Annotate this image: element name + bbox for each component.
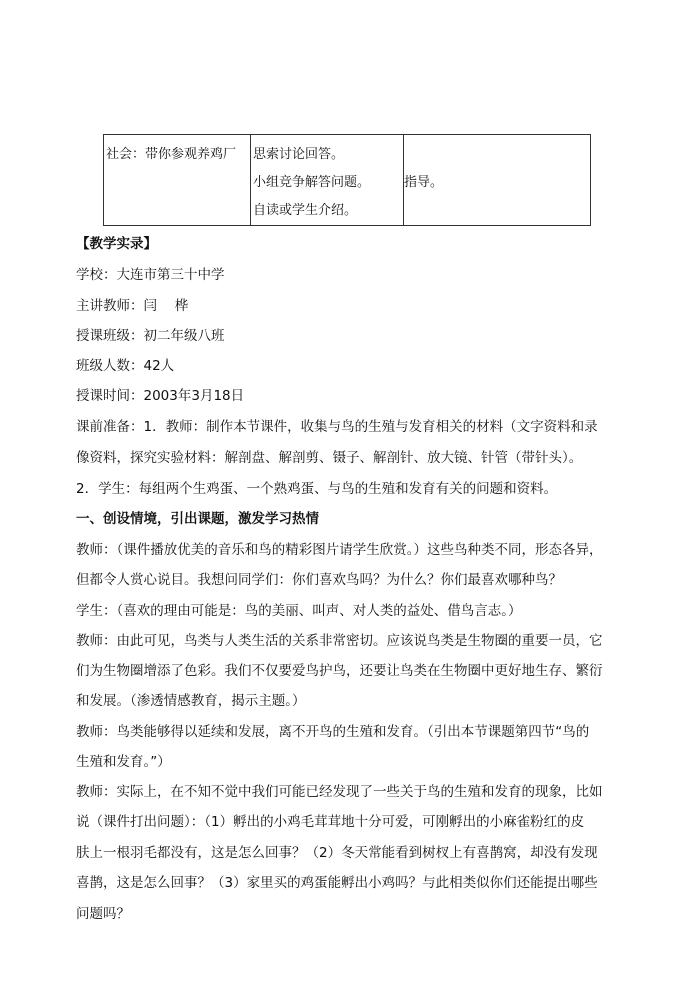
table-cell-teacher (404, 135, 591, 226)
text-line: 问题吗？ (76, 906, 130, 922)
text-line: 们为生物圈增添了色彩。我们不仅要爱鸟护鸟，还要让鸟类在生物圈中更好地生存、繁衍 (76, 663, 603, 679)
section-heading: 【教学实录】 (76, 236, 157, 252)
text-line: 和发展。（渗透情感教育，揭示主题。） (76, 693, 306, 709)
text-line: 班级人数：42人 (76, 358, 175, 374)
text-line: 教师：由此可见，鸟类与人类生活的关系非常密切。应该说鸟类是生物圈的重要一员，它 (76, 633, 603, 649)
text-line: 教师：鸟类能够得以延续和发展，离不开鸟的生殖和发育。（引出本节课题第四节“鸟的 (76, 724, 590, 740)
text-line: 像资料，探究实验材料：解剖盘、解剖剪、镊子、解剖针、放大镜、针管（带针头）。 (76, 450, 583, 466)
cell-text: 自读或学生介绍。 (253, 203, 358, 218)
text-line: 课前准备：1．教师：制作本节课件，收集与鸟的生殖与发育相关的材料（文字资料和录 (76, 419, 598, 435)
text-line: 教师：实际上，在不知不觉中我们可能已经发现了一些关于鸟的生殖和发育的现象，比如 (76, 784, 603, 800)
cell-text: 指导。 (404, 175, 444, 190)
cell-text: 思索讨论回答。 (253, 147, 345, 162)
cell-text: 小组竞争解答问题。 (253, 175, 371, 190)
text-line: 说（课件打出问题）：（1）孵出的小鸡毛茸茸地十分可爱，可刚孵出的小麻雀粉红的皮 (76, 814, 585, 830)
text-line: 但都令人赏心说目。我想问同学们：你们喜欢鸟吗？为什么？你们最喜欢哪种鸟？ (76, 572, 562, 588)
text-line: 学校：大连市第三十中学 (76, 267, 225, 283)
table-row (104, 135, 591, 226)
text-line: 教师：（课件播放优美的音乐和鸟的精彩图片请学生欣赏。）这些鸟种类不同，形态各异， (76, 542, 603, 558)
text-line: 授课班级：初二年级八班 (76, 328, 225, 344)
text-line: 肤上一根羽毛都没有，这是怎么回事？（2）冬天常能看到树杈上有喜鹊窝，却没有发现 (76, 845, 598, 861)
text-line: 喜鹊，这是怎么回事？（3）家里买的鸡蛋能孵出小鸡吗？与此相类似你们还能提出哪些 (76, 875, 598, 891)
table-cell-activity (104, 135, 251, 226)
cell-text: 社会：带你参观养鸡厂 (106, 147, 237, 162)
text-line: 主讲教师：闫 桦 (76, 298, 189, 314)
text-line: 学生：（喜欢的理由可能是：鸟的美丽、叫声、对人类的益处、借鸟言志。） (76, 603, 522, 619)
text-line: 生殖和发育。”） (76, 754, 171, 770)
activity-table (103, 134, 591, 226)
table-cell-student (251, 135, 404, 226)
text-line: 2．学生：每组两个生鸡蛋、一个熟鸡蛋、与鸟的生殖和发育有关的问题和资料。 (76, 481, 558, 497)
section-heading: 一、创设情境，引出课题，激发学习热情 (76, 511, 319, 527)
text-line: 授课时间：2003年3月18日 (76, 388, 245, 404)
